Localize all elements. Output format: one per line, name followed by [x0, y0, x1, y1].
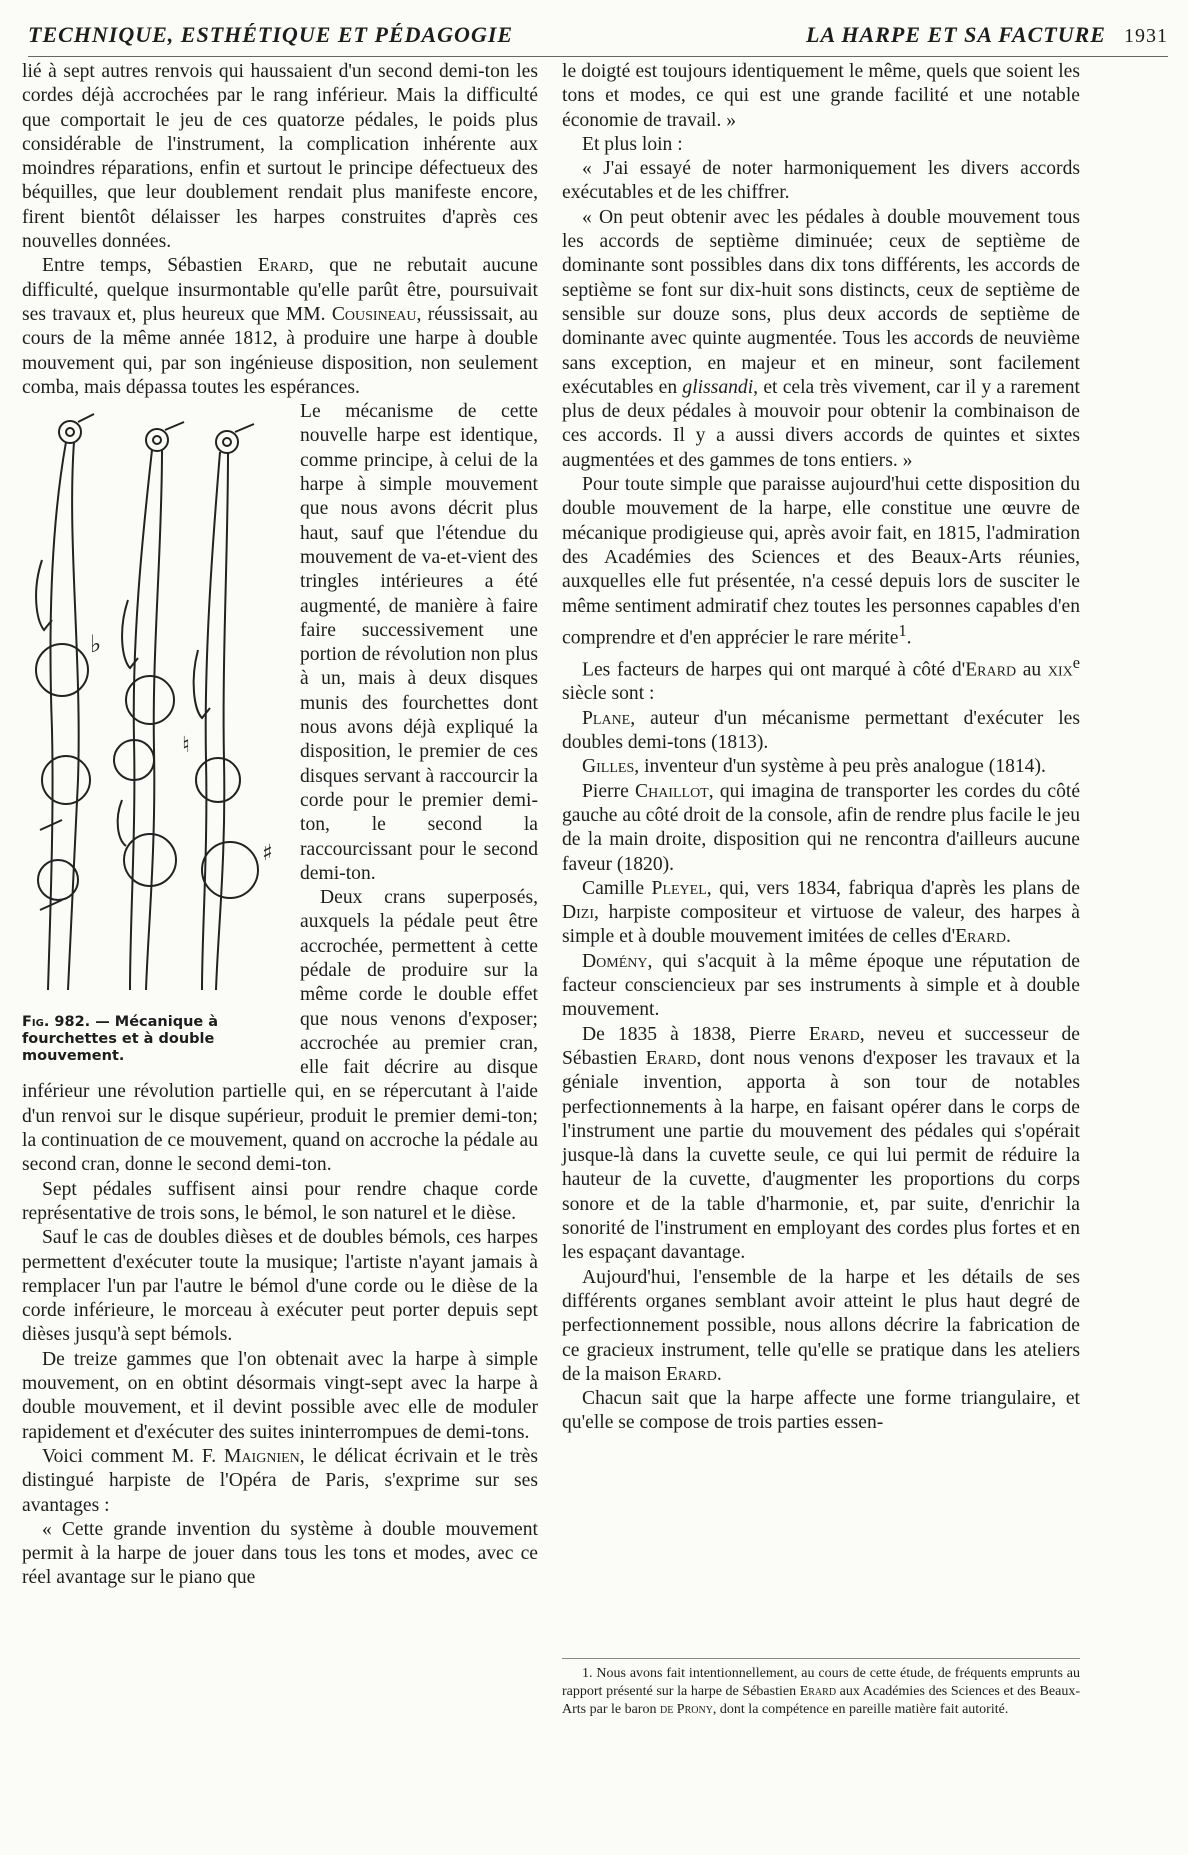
header-right-title: LA HARPE ET SA FACTURE — [806, 22, 1106, 47]
flat-symbol: ♭ — [90, 630, 102, 659]
paragraph: Chacun sait que la harpe affecte une forme triangulaire, et qu'elle se compose de trois parties essen- — [562, 1388, 1080, 1434]
paragraph: Plane, auteur d'un mécanisme permettant d'exécuter les doubles demi-tons (1813). — [562, 707, 1080, 754]
paragraph: Pierre Chaillot, qui imagina de transporter les cordes du côté gauche au côté droit de la console, afin de rendre plus facile le jeu de la main droite, disposition qui ne rencontra d'ailleurs aucune faveur (1820). — [562, 780, 1081, 875]
figure-caption: Fig. 982. — Mécanique à fourchettes et à double mouvement. — [22, 1014, 219, 1065]
header-left-title: TECHNIQUE, ESTHÉTIQUE ET PÉDAGOGIE — [28, 22, 514, 47]
paragraph: Domény, qui s'acquit à la même époque une réputation de facteur consciencieux par ses instruments à simple et à double mouvement. — [562, 950, 1080, 1021]
paragraph: Gilles, inventeur d'un système à peu près analogue (1814). — [582, 756, 1046, 778]
left-column — [22, 60, 538, 1591]
paragraph: Les facteurs de harpes qui ont marqué à côté d'Erard au xix$^e$ siècle sont : — [562, 652, 1080, 705]
paragraph: De treize gammes que l'on obtenait avec la harpe à simple mouvement, on en obtint désormais vingt-sept avec la harpe à double mouvement, et il devint possible avec elle de moduler rapidement et d'exécuter des suites ininterrompues de demi-tons. — [22, 1348, 538, 1443]
footnote-number: 1. — [582, 1666, 593, 1681]
paragraph: Deux crans superposés, auxquels la pédale peut être accrochée, permettent à cette pédale de produire sur la même corde le double effet que nous venons d'exposer; accrochée au premier cran, elle fait décrire au disque inférieur une révolution partielle qui, en se répercutant à l'aide d'un renvoi sur le disque supérieur, produit le premier demi-ton; la continuation de ce mouvement, quand on accroche la pédale au second cran, donne le second demi-ton. — [22, 887, 538, 1176]
paragraph: Aujourd'hui, l'ensemble de la harpe et les détails de ses différents organes semblant avoir atteint le plus haut degré de perfectionnement possible, nous allons décrire la fabrication de ce gracieux instrument, telle qu'elle se pratique dans les ateliers de la maison Erard. — [562, 1266, 1080, 1385]
paragraph: Pour toute simple que paraisse aujourd'hui cette disposition du double mouvement de la harpe, elle constitue une œuvre de mécanique prodigieuse qui, après avoir fait, en 1815, l'admiration des Académies des Sciences et des Beaux-Arts réunies, auxquelles elle fut présentée, n'a cessé depuis lors de susciter le même sentiment admiratif chez toutes les personnes capables d'en comprendre et d'en apprécier le rare mérite$^1$. — [562, 474, 1080, 649]
paragraph: « Cette grande invention du système à double mouvement permit à la harpe de jouer dans tous les tons et modes, avec ce réel avantage sur le piano que — [22, 1518, 538, 1589]
paragraph: De 1835 à 1838, Pierre Erard, neveu et successeur de Sébastien Erard, dont nous venons d'exposer les travaux et la géniale invention, apporta à son tour de notables perfectionnements à la harpe, en faisant opérer dans le corps de l'instrument une partie du mouvement des pédales qui s'opérait jusque-là dans la cuvette seule, ce qui lui permit de réduire la hauteur de la cuvette, d'augmenter les proportions du corps sonore et de la table d'harmonie, et, par suite, d'enrichir la sonorité de l'instrument en employant des cordes plus fortes et en les espaçant davantage. — [562, 1023, 1080, 1264]
paragraph: le doigté est toujours identiquement le même, quels que soient les tons et modes, ce qui est une grande facilité et une notable économie de travail. » — [562, 61, 1080, 131]
paragraph: « J'ai essayé de noter harmoniquement les divers accords exécutables et de les chiffrer. — [562, 158, 1080, 204]
paragraph: Sept pédales suffisent ainsi pour rendre chaque corde représentative de trois sons, le bémol, le son naturel et le dièse. — [22, 1178, 538, 1224]
sharp-symbol: ♯ — [262, 841, 273, 867]
natural-symbol: ♮ — [182, 733, 190, 759]
figure-982 — [22, 400, 292, 1065]
paragraph: Voici comment M. F. Maignien, le délicat écrivain et le très distingué harpiste de l'Opéra de Paris, s'exprime sur ses avantages : — [22, 1445, 538, 1516]
footnote: 1. Nous avons fait intentionnellement, au cours de cette étude, de fréquents emprunts au rapport présenté sur la harpe de Sébastien Erard aux Académies des Sciences et des Beaux-Arts par le baron de Prony, dont la compétence en pareille matière fait autorité. — [562, 1658, 1080, 1719]
running-header — [28, 22, 1168, 57]
paragraph: « On peut obtenir avec les pédales à double mouvement tous les accords de septième diminuée; ceux de septième de dominante sont possibles dans dix tons différents, les accords de septième se font sur dix-huit sons distincts, ceux de septième de sensible sur douze sons, plus deux accords de septième de dominante avec quinte augmentée. Tous les accords de neuvième sans exception, en majeur et en mineur, sont facilement exécutables en glissandi, et cela très vivement, car il y a rarement plus de deux pédales à mouvoir pour obtenir la combinaison de ces accords. Il y a aussi divers accords de quintes et sixtes augmentées et des gammes de tons entiers. » — [562, 206, 1080, 471]
paragraph: lié à sept autres renvois qui haussaient d'un second demi-ton les cordes déjà accrochées par le rang inférieur. Mais la difficulté que comportait le jeu de ces quatorze pédales, le poids plus considérable de l'instrument, la complication inhérente aux moindres réparations, enfin et surtout le principe défectueux des béquilles, que leur doublement rendait plus manifeste encore, firent bientôt délaisser les harpes construites d'après ces nouvelles données. — [22, 61, 538, 253]
right-column — [562, 60, 1080, 1436]
harp-mechanism-illustration — [22, 400, 292, 1000]
paragraph: Le mécanisme de cette nouvelle harpe est identique, comme principe, à celui de la harpe à simple mouvement que nous avons décrit plus haut, sauf que l'étendue du mouvement de va-et-vient des tringles intérieures a été augmenté, de manière à faire faire successivement une portion de révolution non plus à un, mais à deux disques munis des fourchettes dont nous avons déjà expliqué la disposition, le premier de ces disques servant à raccourcir la corde pour le premier demi-ton, le second la raccourcissant pour le second demi-ton. — [300, 401, 538, 884]
paragraph: Camille Pleyel, qui, vers 1834, fabriqua d'après les plans de Dizi, harpiste compositeur et virtuose de valeur, des harpes à simple et à double mouvement imitées de celles d'Erard. — [562, 877, 1080, 948]
page-number: 1931 — [1124, 25, 1168, 47]
paragraph: Entre temps, Sébastien Erard, que ne rebutait aucune difficulté, quelque insurmontable qu'elle parût être, poursuivait ses travaux et, plus heureux que MM. Cousineau, réussissait, au cours de la même année 1812, à produire une harpe à double mouvement qui, par son ingénieuse disposition, non seulement comba, mais dépassa toutes les espérances. — [22, 255, 538, 398]
paragraph: Sauf le cas de doubles dièses et de doubles bémols, ces harpes permettent d'exécuter toute la musique; l'artiste n'ayant jamais à remplacer l'un par l'autre le bémol d'une corde ou le dièse de la corde inférieure, le morceau à exécuter peut porter depuis sept dièses jusqu'à sept bémols. — [22, 1227, 538, 1346]
paragraph: Et plus loin : — [582, 133, 683, 155]
footnote-ref: 1 — [898, 620, 907, 640]
